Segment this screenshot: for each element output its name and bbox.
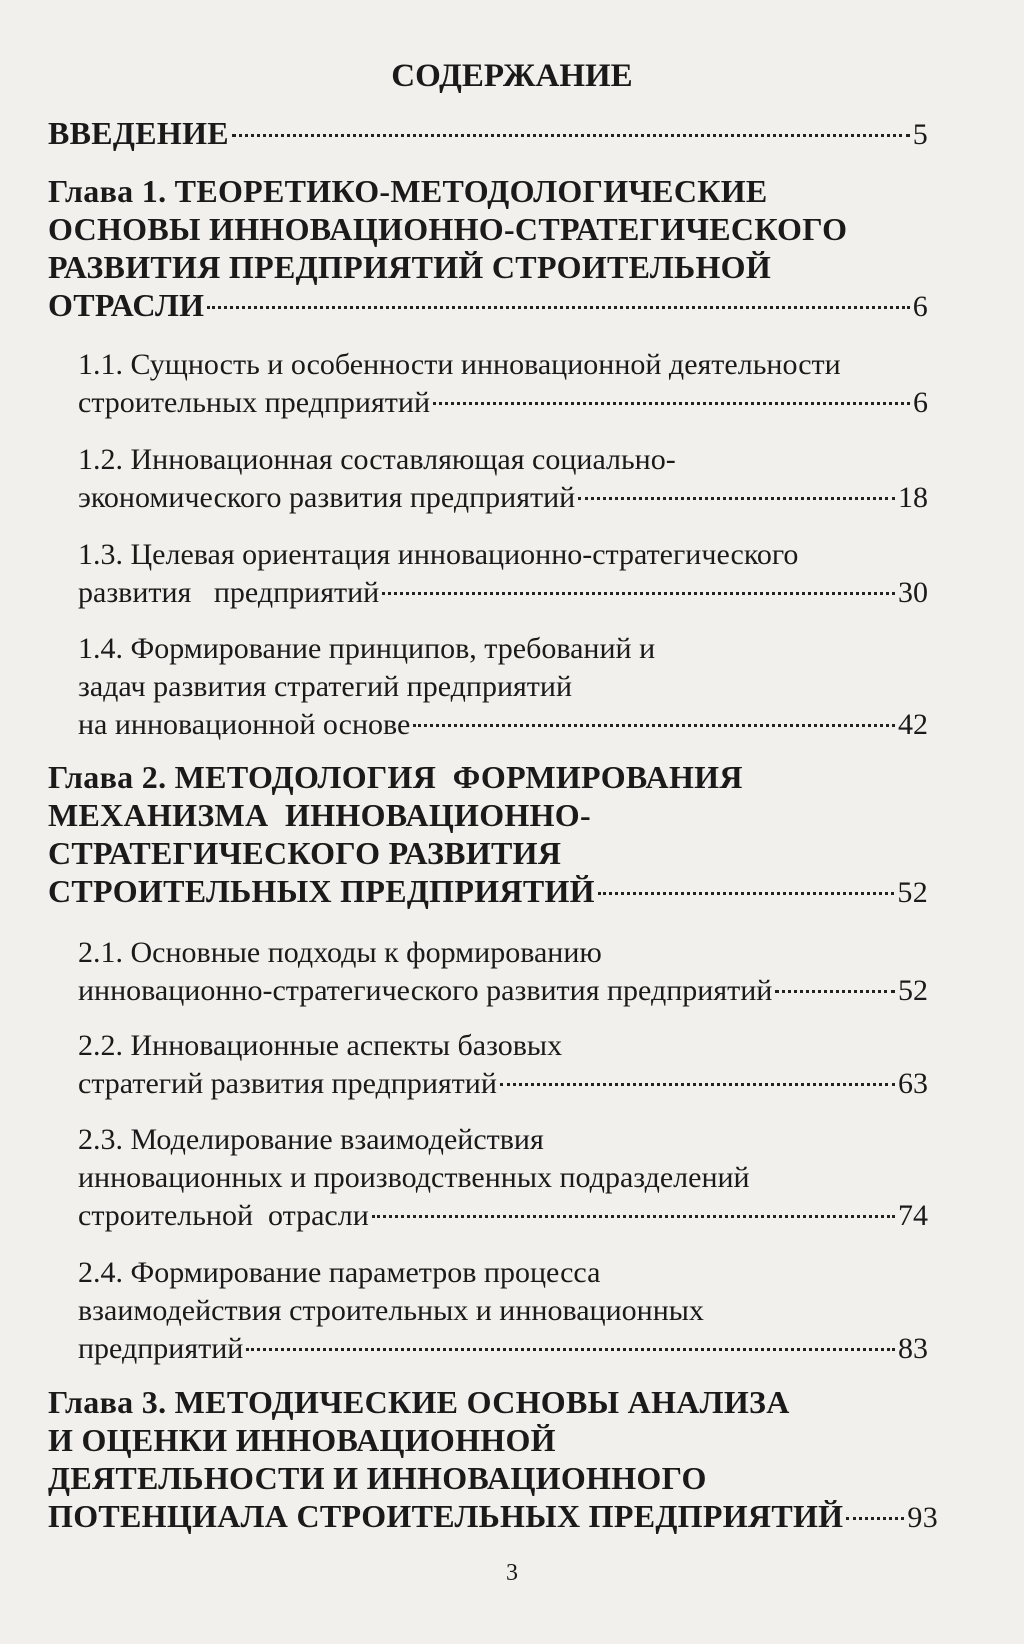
toc-line (78, 574, 928, 612)
section-title-line: 1.2. Инновационная составляющая социально- (78, 443, 676, 476)
toc-entry-intro (48, 114, 928, 152)
toc-page-number: 42 (898, 708, 928, 741)
toc-line (78, 630, 928, 668)
leader-dots (775, 990, 895, 993)
toc-entry-section-2-3 (78, 1121, 928, 1235)
toc-entry-chapter-1 (48, 172, 928, 324)
toc-page-number: 6 (912, 290, 928, 323)
toc-line (78, 441, 928, 479)
toc-line (48, 248, 928, 286)
section-title-line: строительной отрасли (78, 1199, 369, 1232)
section-title-line: 2.4. Формирование параметров процесса (78, 1256, 601, 1289)
toc-line (48, 1459, 938, 1497)
toc-entry-section-1-1 (78, 346, 928, 422)
toc-line (48, 1497, 938, 1535)
section-title-line: 2.1. Основные подходы к формированию (78, 936, 602, 969)
chapter-title-line: Глава 1. ТЕОРЕТИКО-МЕТОДОЛОГИЧЕСКИЕ (48, 173, 768, 209)
section-title-line: стратегий развития предприятий (78, 1067, 497, 1100)
toc-line (78, 384, 928, 422)
chapter-title-line: РАЗВИТИЯ ПРЕДПРИЯТИЙ СТРОИТЕЛЬНОЙ (48, 249, 772, 285)
toc-line (48, 1383, 938, 1421)
toc-page-number: 93 (907, 1501, 938, 1534)
toc-line (78, 1065, 928, 1103)
leader-dots (207, 306, 909, 309)
leader-dots (372, 1215, 895, 1218)
chapter-title-line: ОТРАСЛИ (48, 287, 205, 323)
leader-dots (246, 1348, 895, 1351)
section-title-line: задач развития стратегий предприятий (78, 670, 573, 703)
toc-page-number: 52 (898, 974, 928, 1007)
toc-line (48, 872, 928, 910)
toc-page-number: 63 (898, 1067, 928, 1100)
chapter-title-line: Глава 3. МЕТОДИЧЕСКИЕ ОСНОВЫ АНАЛИЗА (48, 1384, 790, 1420)
toc-page-number: 18 (898, 481, 928, 514)
leader-dots (598, 892, 895, 895)
toc-entry-label: ВВЕДЕНИЕ (48, 115, 229, 151)
chapter-title-line: МЕХАНИЗМА ИННОВАЦИОННО- (48, 797, 591, 833)
toc-page-number: 74 (898, 1199, 928, 1232)
section-title-line: 2.2. Инновационные аспекты базовых (78, 1029, 563, 1062)
toc-entry-chapter-3 (48, 1383, 938, 1535)
section-title-line: инновационных и производственных подразделений (78, 1161, 750, 1194)
toc-line (78, 1254, 928, 1292)
leader-dots (846, 1517, 904, 1520)
toc-page-number: 83 (898, 1332, 928, 1365)
toc-line (78, 668, 928, 706)
section-title-line: строительных предприятий (78, 386, 431, 419)
page-title: СОДЕРЖАНИЕ (391, 58, 633, 94)
chapter-title-line: ПОТЕНЦИАЛА СТРОИТЕЛЬНЫХ ПРЕДПРИЯТИЙ (48, 1498, 844, 1534)
toc-page-number: 30 (898, 576, 928, 609)
toc-page-number: 5 (912, 118, 928, 151)
toc-line (78, 934, 928, 972)
toc-entry-chapter-2 (48, 758, 928, 910)
toc-entry-section-2-4 (78, 1254, 928, 1368)
toc-page-number: 52 (897, 876, 928, 909)
page-number: 3 (506, 1560, 518, 1586)
section-title-line: 2.3. Моделирование взаимодействия (78, 1123, 544, 1156)
leader-dots (500, 1083, 895, 1086)
toc-entry-section-1-2 (78, 441, 928, 517)
toc-line (78, 1159, 928, 1197)
leader-dots (433, 402, 910, 405)
leader-dots (578, 497, 895, 500)
toc-entry-section-2-2 (78, 1027, 928, 1103)
toc-entry-section-1-3 (78, 536, 928, 612)
toc-line (78, 479, 928, 517)
chapter-title-line: И ОЦЕНКИ ИННОВАЦИОННОЙ (48, 1422, 556, 1458)
leader-dots (382, 592, 895, 595)
leader-dots (232, 134, 910, 137)
toc-line (48, 286, 928, 324)
toc-line (78, 1292, 928, 1330)
toc-line (78, 1330, 928, 1368)
toc-line (78, 1197, 928, 1235)
chapter-title-line: ДЕЯТЕЛЬНОСТИ И ИННОВАЦИОННОГО (48, 1460, 707, 1496)
toc-line (48, 172, 928, 210)
toc-line (78, 536, 928, 574)
section-title-line: инновационно-стратегического развития предприятий (78, 974, 773, 1007)
section-title-line: взаимодействия строительных и инновационных (78, 1294, 704, 1327)
section-title-line: экономического развития предприятий (78, 481, 576, 514)
section-title-line: 1.4. Формирование принципов, требований и (78, 632, 656, 665)
toc-line (78, 972, 928, 1010)
section-title-line: 1.1. Сущность и особенности инновационной деятельности (78, 348, 841, 381)
toc-line (78, 346, 928, 384)
toc-entry-section-2-1 (78, 934, 928, 1010)
section-title-line: предприятий (78, 1332, 244, 1365)
section-title-line: развития предприятий (78, 576, 380, 609)
toc-line (48, 834, 928, 872)
section-title-line: на инновационной основе (78, 708, 411, 741)
section-title-line: 1.3. Целевая ориентация инновационно-стратегического (78, 538, 799, 571)
toc-line (48, 210, 928, 248)
toc-line (78, 1027, 928, 1065)
chapter-title-line: ОСНОВЫ ИННОВАЦИОННО-СТРАТЕГИЧЕСКОГО (48, 211, 848, 247)
toc-line (78, 1121, 928, 1159)
toc-line (48, 758, 928, 796)
chapter-title-line: СТРОИТЕЛЬНЫХ ПРЕДПРИЯТИЙ (48, 873, 595, 909)
toc-line (48, 796, 928, 834)
toc-line (78, 706, 928, 744)
toc-page-number: 6 (913, 386, 928, 419)
leader-dots (413, 724, 895, 727)
toc-line (48, 114, 928, 152)
toc-entry-section-1-4 (78, 630, 928, 744)
toc-line (48, 1421, 938, 1459)
chapter-title-line: Глава 2. МЕТОДОЛОГИЯ ФОРМИРОВАНИЯ (48, 759, 743, 795)
chapter-title-line: СТРАТЕГИЧЕСКОГО РАЗВИТИЯ (48, 835, 562, 871)
